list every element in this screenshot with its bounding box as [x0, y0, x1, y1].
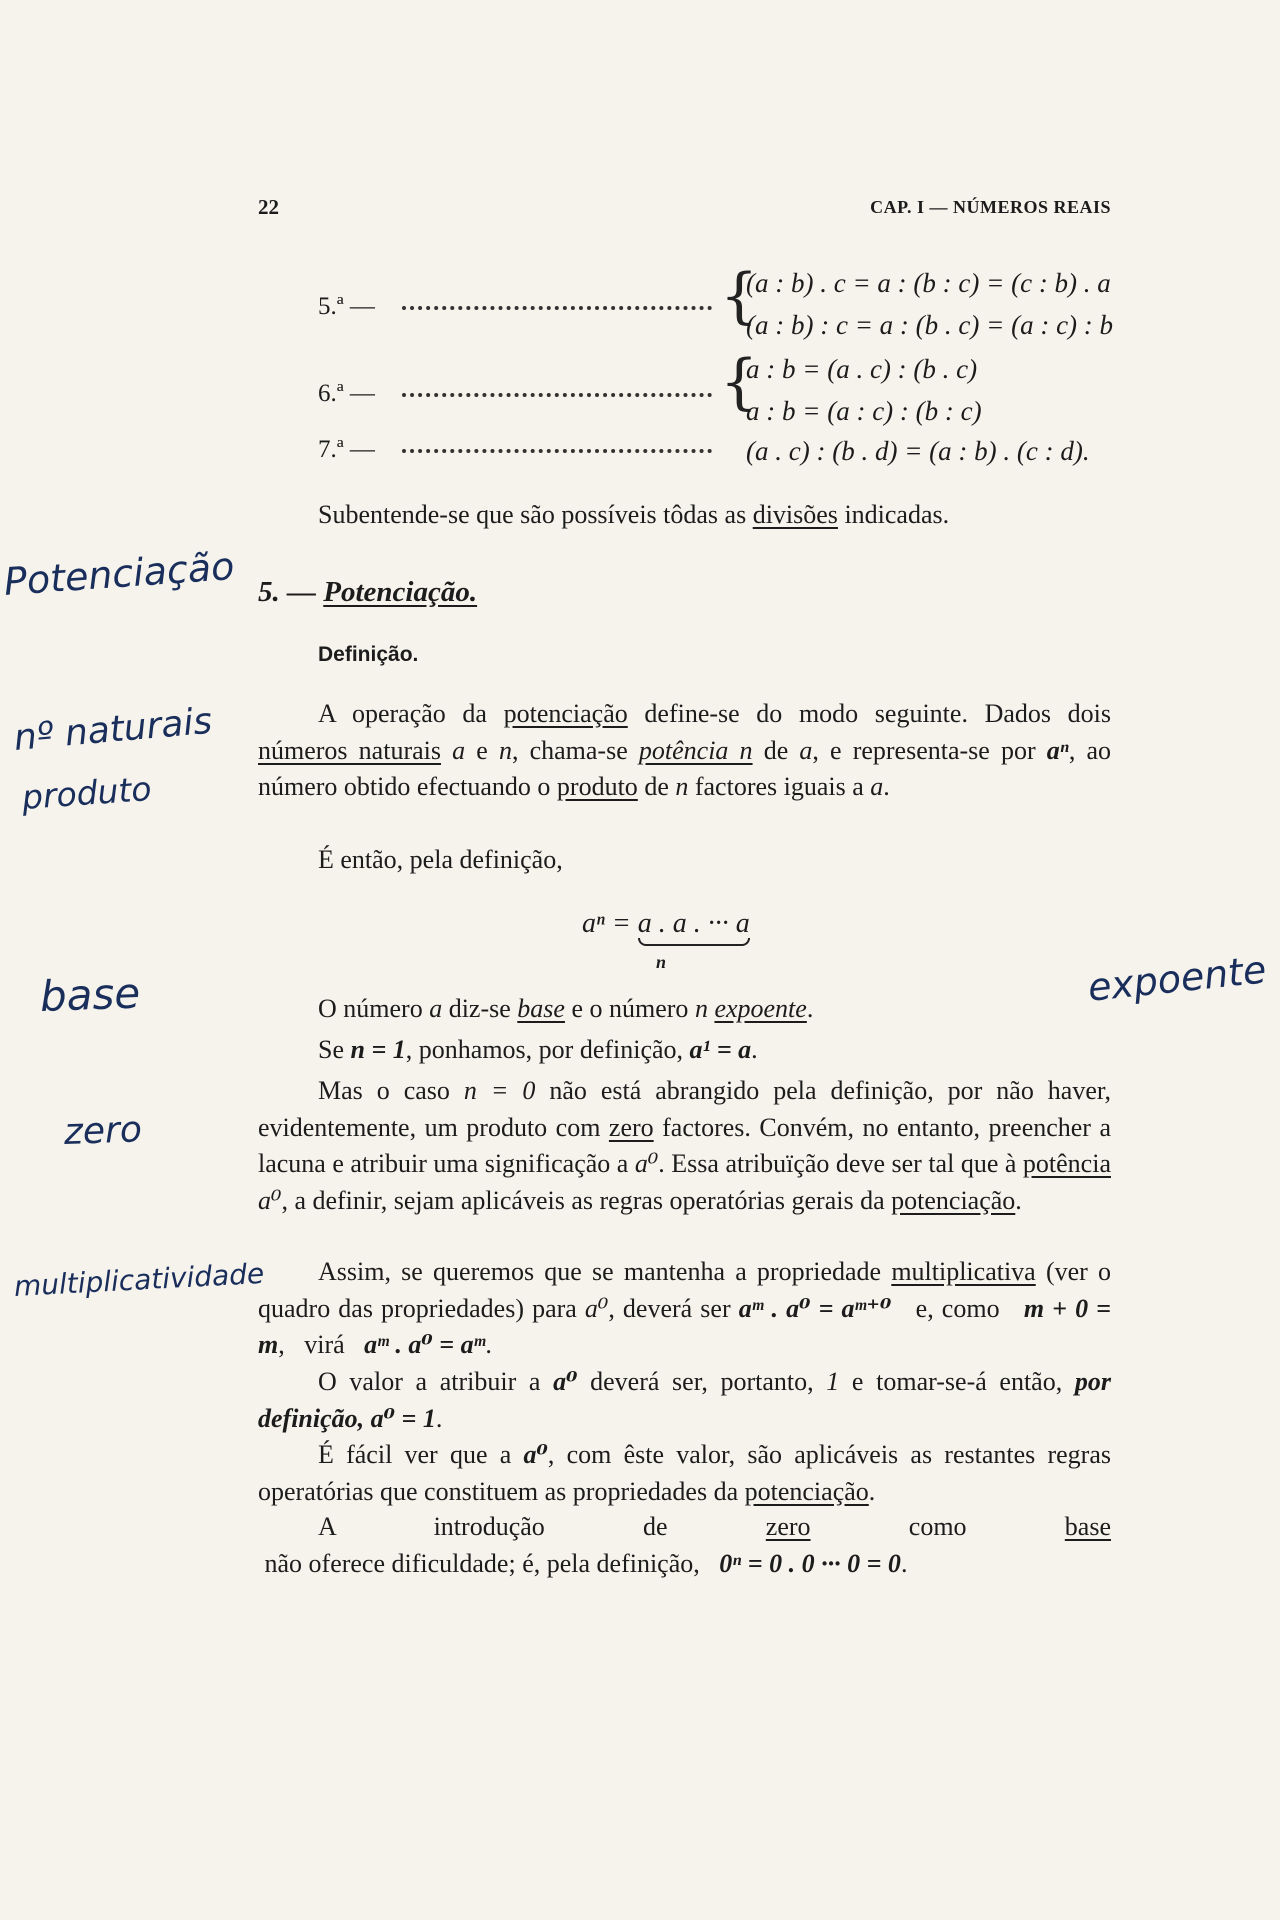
margin-note-multiplicatividade: multiplicatividade — [13, 1256, 266, 1303]
rule-5-label: 5.ª — — [318, 293, 375, 320]
chapter-title: CAP. I — NÚMEROS REAIS — [870, 197, 1111, 217]
paragraph-zero-base: A introdução de zero como base não oferece dificuldade; é, pela definição, 0ⁿ = 0 . 0 ··· 0 = 0. — [258, 1512, 1111, 1578]
subentende-paragraph: Subentende-se que são possíveis tôdas as divisões indicadas. — [318, 500, 950, 529]
rule-5-formula-1: (a : b) . c = a : (b : c) = (c : b) . a — [746, 268, 1111, 298]
margin-note-expoente: expoente — [1085, 947, 1269, 1010]
rule-7-leader-dots — [402, 445, 712, 453]
section-heading: 5. — Potenciação. — [258, 576, 478, 608]
rule-7-formula: (a . c) : (b . d) = (a : b) . (c : d). — [746, 436, 1090, 466]
margin-note-produto: produto — [20, 768, 153, 817]
paragraph-base-expoente: O número a diz-se base e o número n expoente. — [318, 994, 814, 1023]
margin-note-naturais: nº naturais — [12, 700, 214, 759]
paragraph-multiplicative: Assim, se queremos que se mantenha a propriedade multiplicativa (ver o quadro das propriedades) para a⁰, deverá ser aᵐ . a⁰ = aᵐ⁺⁰ e, como m + 0 = m, virá aᵐ . a⁰ = aᵐ. — [258, 1257, 1112, 1359]
product-underbrace: a . a . ··· a — [637, 908, 750, 939]
rule-6-formula-1: a : b = (a . c) : (b . c) — [746, 354, 978, 384]
paragraph-value-one: O valor a atribuir a a⁰ deverá ser, portanto, 1 e tomar-se-á então, por definição, a⁰ = 1. — [258, 1367, 1112, 1433]
equation-factor-count: n — [656, 952, 667, 972]
margin-note-potenciacao: Potenciação — [2, 543, 236, 604]
rule-5-brace: { — [720, 261, 759, 331]
page-header — [258, 195, 1111, 225]
rule-6-leader-dots — [402, 389, 712, 397]
definition-heading: Definição. — [318, 643, 419, 666]
rule-6-formula-2: a : b = (a : c) : (b : c) — [746, 396, 982, 426]
paragraph-n-equals-one: Se n = 1, ponhamos, por definição, a¹ = a. — [318, 1035, 758, 1064]
paragraph-definition: A operação da potenciação define-se do modo seguinte. Dados dois números naturais a e n, chama-se potência n de a, e representa-se por aⁿ, ao número obtido efectuando o produto de n factores iguais a a. — [258, 699, 1112, 801]
rule-5-leader-dots — [402, 302, 712, 310]
rule-6-label: 6.ª — — [318, 380, 375, 407]
page-number: 22 — [258, 195, 279, 219]
paragraph-entao: É então, pela definição, — [318, 845, 563, 874]
paragraph-zero-case: Mas o caso n = 0 não está abrangido pela definição, por não haver, evidentemente, um produto com zero factores. Convém, no entanto, preencher a lacuna e atribuir uma significação a a⁰. Essa atribuïção deve ser tal que à potência a⁰, a definir, sejam aplicáveis as regras operatórias gerais da potenciação. — [258, 1076, 1111, 1215]
margin-note-base: base — [39, 968, 141, 1021]
paragraph-remaining-rules: É fácil ver que a a⁰, com êste valor, são aplicáveis as restantes regras operatórias que constituem as propriedades da potenciação. — [258, 1440, 1111, 1506]
rule-7-label: 7.ª — — [318, 436, 375, 463]
margin-note-zero: zero — [63, 1109, 143, 1153]
power-equation: aⁿ = a . a . ··· a — [582, 908, 750, 939]
rule-6-brace: { — [720, 347, 759, 417]
rule-5-formula-2: (a : b) : c = a : (b . c) = (a : c) : b — [746, 310, 1114, 340]
